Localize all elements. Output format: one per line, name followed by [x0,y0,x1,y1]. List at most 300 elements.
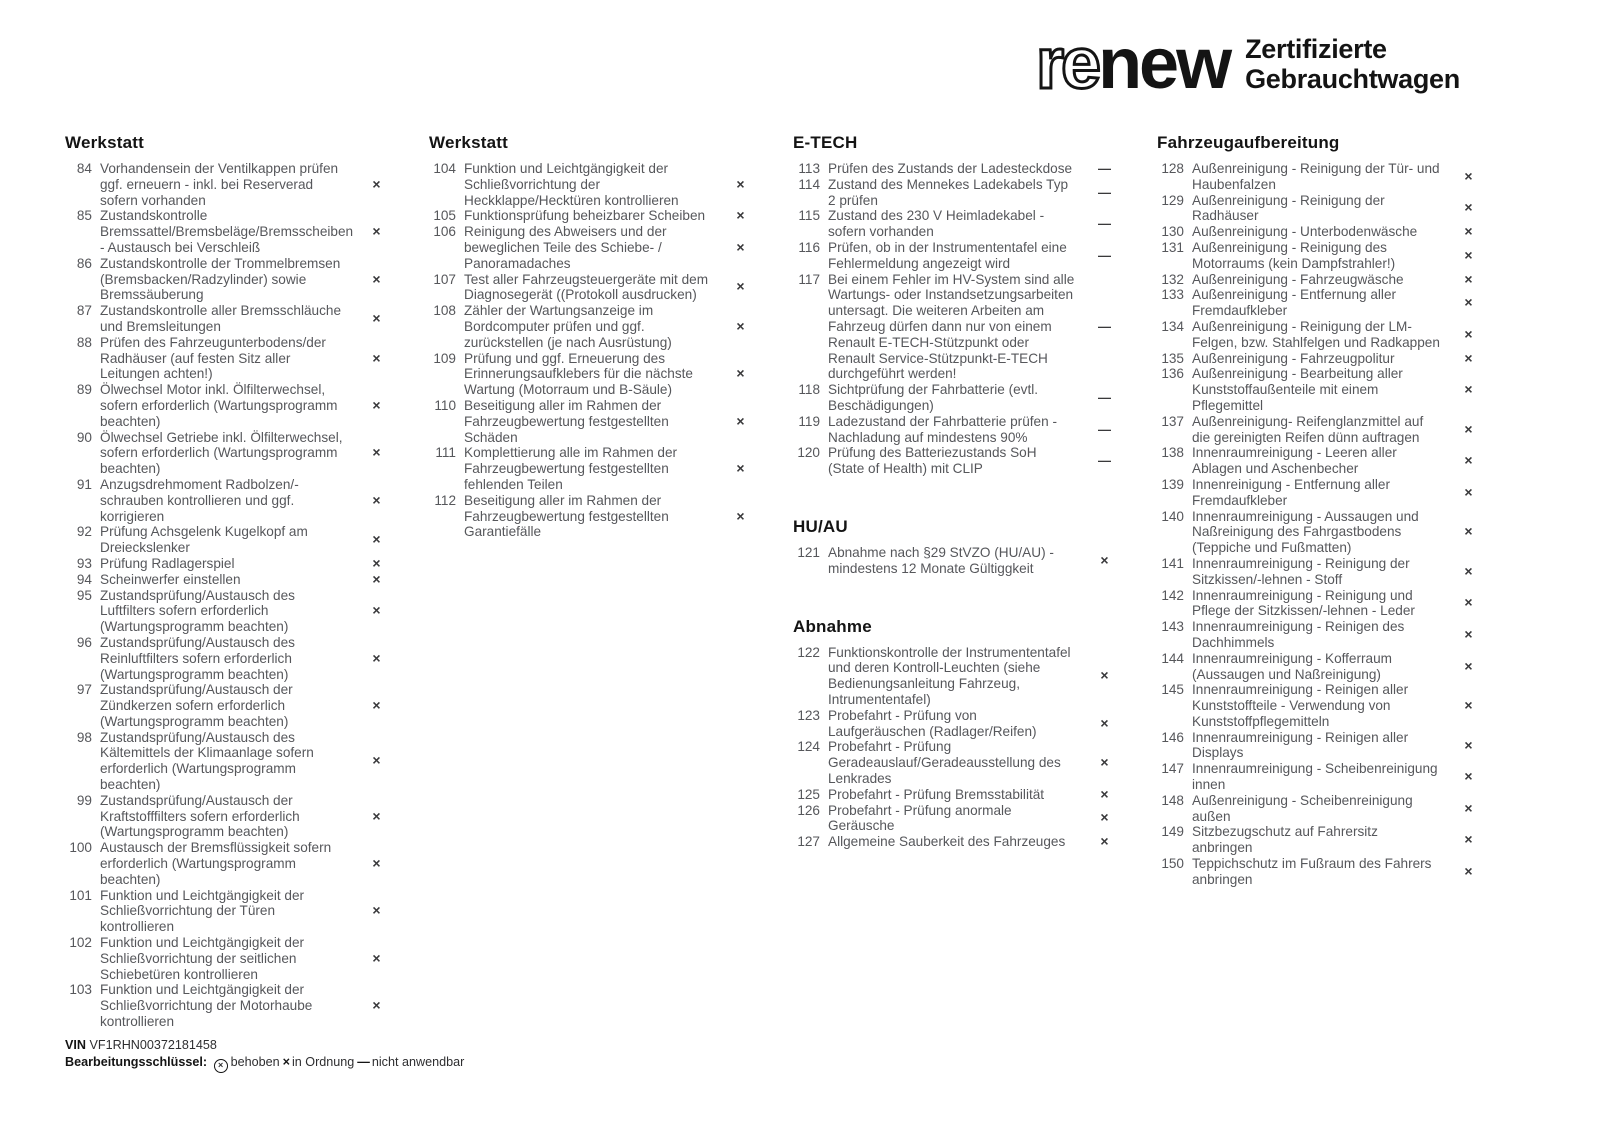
tagline-line1: Zertifizierte [1245,33,1387,64]
item-text: Bei einem Fehler im HV-System sind alle Wartungs- oder Instandsetzungsarbeiten untersagt. Die weiteren Arbeiten am Fahrzeug dürfen dann nur von einem Renault E-TECH-Stützpunkt oder Renault Service-Stützpunkt-E-TECH durchgeführt werden! [828,271,1075,382]
legend-label: Bearbeitungsschlüssel: [65,1055,208,1069]
item-number: 121 [797,544,820,560]
renew-logo [1036,24,1460,104]
mark-x: × [372,444,381,461]
item-number: 149 [1161,824,1184,840]
item-number: 131 [1161,239,1184,255]
legend-symbol-nicht-anwendbar: — [357,1055,370,1069]
item-number: 141 [1161,555,1184,571]
section-title: Werkstatt [65,133,144,152]
checklist-item [429,272,769,304]
item-text: Zustandsprüfung/Austausch der Kraftstofffilters sofern erforderlich (Wartungsprogramm beachten) [100,792,300,840]
legend-text-behoben: behoben [230,1055,280,1069]
item-text: Funktionsprüfung beheizbarer Scheiben [464,208,706,224]
checklist-item [793,177,1133,209]
item-number: 147 [1161,761,1184,777]
mark-x: × [1464,294,1473,311]
item-text: Zustandsprüfung/Austausch des Kältemittels der Klimaanlage sofern erforderlich (Wartungsprogramm beachten) [100,729,314,793]
item-number: 118 [798,382,820,398]
checklist-item [429,208,769,224]
item-text: Prüfung Radlagerspiel [100,555,235,571]
checklist-item [65,556,405,572]
checklist-item [1157,477,1497,509]
item-text: Funktion und Leichtgängigkeit der Schließvorrichtung der Türen kontrollieren [100,887,305,935]
checklist-item [1157,761,1497,793]
checklist-item [793,545,1133,577]
checklist-item [1157,161,1497,193]
item-text: Sitzbezugschutz auf Fahrersitz anbringen [1192,824,1378,856]
section-title: Fahrzeugaufbereitung [1157,133,1340,152]
checklist-item [65,430,405,477]
mark-x: × [1464,381,1473,398]
item-number: 143 [1161,619,1184,635]
checklist-item [1157,824,1497,856]
footer [65,1037,465,1073]
checklist-item [793,208,1133,240]
mark-dash: — [1098,216,1111,232]
item-text: Ladezustand der Fahrbatterie prüfen - Nachladung auf mindestens 90% [828,413,1057,445]
mark-dash: — [1098,184,1111,200]
checklist-item [429,161,769,208]
item-text: Innenraumreinigung - Reinigen aller Displays [1192,729,1409,761]
vin-value: VF1RHN00372181458 [89,1038,217,1052]
checklist-item [1157,287,1497,319]
item-number: 126 [797,802,820,818]
checklist-item [65,682,405,729]
checklist-item [65,477,405,524]
checklist-item [793,803,1133,835]
item-number: 105 [433,208,456,224]
checklist-item [65,635,405,682]
item-number: 122 [797,644,820,660]
mark-x: × [1100,754,1109,771]
section-title: E-TECH [793,133,858,152]
legend-symbol-in-ordnung: × [282,1055,290,1069]
checklist-item [793,382,1133,414]
checklist-item [1157,682,1497,729]
column-2 [429,133,769,540]
item-number: 102 [69,935,92,951]
mark-x: × [736,412,745,429]
item-number: 86 [76,255,92,271]
checklist-item [1157,319,1497,351]
column-3 [793,133,1133,850]
checklist-item [1157,509,1497,556]
item-text: Innenraumreinigung - Kofferraum (Aussaugen und Naßreinigung) [1192,650,1392,682]
checklist-item [65,588,405,635]
checklist-item [1157,366,1497,413]
item-text: Zustand des 230 V Heimladekabel - sofern vorhanden [828,208,1045,240]
mark-x: × [1464,199,1473,216]
item-number: 103 [69,982,92,998]
checklist-item [1157,588,1497,620]
checklist-item [429,398,769,445]
item-text: Außenreinigung - Fahrzeugpolitur [1192,350,1395,366]
item-text: Funktion und Leichtgängigkeit der Schließvorrichtung der Heckklappe/Hecktüren kontrollieren [464,161,679,208]
checklist-item [1157,240,1497,272]
section-title: HU/AU [793,516,848,536]
item-number: 142 [1161,587,1184,603]
legend-behoben [211,1055,280,1069]
item-number: 96 [76,634,92,650]
item-text: Funktionskontrolle der Instrumententafel und deren Kontroll-Leuchten (siehe Bedienungsanleitung Fahrzeug, Intrumententafel) [828,644,1071,707]
vin-line [65,1037,465,1054]
item-number: 106 [433,224,456,240]
item-text: Prüfen, ob in der Instrumententafel eine Fehlermeldung angezeigt wird [828,239,1067,271]
item-number: 89 [76,382,92,398]
item-number: 107 [433,271,456,287]
section-title: Werkstatt [429,133,508,152]
item-text: Außenreinigung - Unterbodenwäsche [1192,224,1418,240]
checklist-item [65,335,405,382]
item-number: 97 [76,682,92,698]
item-number: 95 [76,587,92,603]
checklist-item [1157,351,1497,367]
legend-nicht-anwendbar [355,1055,464,1069]
item-text: Außenreinigung - Reinigung des Motorraums (kein Dampfstrahler!) [1192,239,1396,271]
mark-x: × [1464,562,1473,579]
checklist-item [65,256,405,303]
mark-x: × [1464,325,1473,342]
mark-dash: — [1098,247,1111,263]
item-number: 125 [797,786,820,802]
item-number: 120 [797,445,820,461]
mark-x: × [1100,785,1109,802]
item-number: 144 [1161,650,1184,666]
checklist-item [429,445,769,492]
checklist-item [1157,272,1497,288]
mark-x: × [372,491,381,508]
item-text: Außenreinigung- Reifenglanzmittel auf die gereinigten Reifen dünn auftragen [1192,413,1424,445]
logo-new-solid: new [1098,24,1230,104]
checklist-item [65,793,405,840]
checklist-item [65,303,405,335]
checklist-item [1157,414,1497,446]
mark-x: × [372,349,381,366]
section-title: Abnahme [793,616,872,636]
mark-x: × [736,207,745,224]
item-text: Reinigung des Abweisers und der beweglichen Teile des Schiebe- / Panoramadaches [464,224,667,271]
item-text: Innenraumreinigung - Reinigen des Dachhimmels [1192,619,1405,650]
item-number: 91 [76,476,92,492]
mark-x: × [736,238,745,255]
item-text: Innenraumreinigung - Reinigen aller Kunststoffteile - Verwendung von Kunststoffpflegemitteln [1192,682,1409,729]
item-number: 150 [1161,856,1184,872]
mark-x: × [1464,452,1473,469]
mark-x: × [1464,736,1473,753]
item-number: 128 [1161,161,1184,176]
item-text: Zustandskontrolle aller Bremsschläuche und Bremsleitungen [100,303,342,334]
item-number: 98 [76,729,92,745]
item-text: Ölwechsel Getriebe inkl. Ölfilterwechsel, sofern erforderlich (Wartungsprogramm beachten) [100,429,343,477]
mark-x: × [372,855,381,872]
checklist-item [65,730,405,793]
item-text: Prüfung des Batteriezustands SoH (State of Health) mit CLIP [828,445,1037,477]
item-number: 112 [434,492,456,508]
mark-x: × [1464,799,1473,816]
item-number: 130 [1161,224,1184,240]
checklist-item [1157,856,1497,888]
item-number: 87 [76,303,92,319]
checklist-item [65,840,405,887]
item-number: 92 [76,524,92,540]
item-text: Prüfen des Zustands der Ladesteckdose [828,161,1073,176]
item-number: 146 [1161,729,1184,745]
mark-x: × [1464,270,1473,287]
section-e-tech [793,133,1133,477]
checklist-item [793,161,1133,177]
item-text: Zustandsprüfung/Austausch der Zündkerzen sofern erforderlich (Wartungsprogramm beachten) [100,682,293,729]
checklist-item [1157,193,1497,225]
mark-x: × [372,602,381,619]
legend-symbol-behoben: × [214,1059,228,1073]
item-number: 117 [798,271,820,287]
item-text: Funktion und Leichtgängigkeit der Schließvorrichtung der Motorhaube kontrollieren [100,982,313,1030]
item-text: Innenraumreinigung - Leeren aller Ablagen und Aschenbecher [1192,445,1397,477]
mark-x: × [372,949,381,966]
item-number: 114 [798,176,820,192]
item-text: Beseitigung aller im Rahmen der Fahrzeugbewertung festgestellten Garantiefälle [464,492,669,540]
mark-dash: — [1098,421,1111,437]
checklist-item [65,524,405,556]
item-text: Außenreinigung - Entfernung aller Fremdaufkleber [1192,287,1397,319]
item-text: Zustandskontrolle der Trommelbremsen (Bremsbacken/Radzylinder) sowie Bremssäuberung [100,255,341,303]
mark-x: × [1100,809,1109,826]
mark-x: × [1100,714,1109,731]
item-number: 145 [1161,682,1184,698]
mark-x: × [1464,349,1473,366]
mark-x: × [1464,657,1473,674]
item-text: Innenraumreinigung - Reinigung der Sitzkissen/-lehnen - Stoff [1192,555,1410,587]
checklist-item [1157,224,1497,240]
logo-tagline [1245,34,1460,94]
item-text: Zustand des Mennekes Ladekabels Typ 2 prüfen [828,176,1069,208]
item-text: Prüfung und ggf. Erneuerung des Erinnerungsaufklebers für die nächste Wartung (Motorraum und B-Säule) [464,350,693,398]
legend [211,1055,466,1069]
mark-x: × [1464,626,1473,642]
section-fahrzeugaufbereitung [1157,133,1497,888]
item-number: 104 [433,161,456,176]
item-number: 85 [76,208,92,224]
checklist-item [65,382,405,429]
item-number: 94 [76,571,92,587]
item-text: Außenreinigung - Bearbeitung aller Kunststoffaußenteile mit einem Pflegemittel [1192,366,1403,413]
checklist-item [1157,730,1497,762]
mark-x: × [372,752,381,769]
mark-x: × [1464,831,1473,848]
legend-text-in-ordnung: in Ordnung [291,1055,355,1069]
mark-x: × [372,396,381,413]
checklist-item [429,303,769,350]
item-number: 108 [433,303,456,319]
column-1 [65,133,405,1030]
item-text: Probefahrt - Prüfung Geradeauslauf/Geradeausstellung des Lenkrades [828,739,1061,786]
item-number: 113 [798,161,820,176]
checklist-item [1157,619,1497,651]
mark-x: × [1100,833,1109,850]
item-number: 88 [76,334,92,350]
item-number: 111 [435,445,456,461]
mark-x: × [372,570,381,587]
checklist-item [429,351,769,398]
item-text: Zustandsprüfung/Austausch des Luftfilters sofern erforderlich (Wartungsprogramm beachten) [100,587,295,635]
item-text: Außenreinigung - Fahrzeugwäsche [1192,271,1404,287]
item-text: Vorhandensein der Ventilkappen prüfen ggf. erneuern - inkl. bei Reserverad sofern vorhanden [100,161,339,208]
item-text: Zähler der Wartungsanzeige im Bordcomputer prüfen und ggf. zurückstellen (je nach Ausrüstung) [464,303,672,350]
mark-x: × [372,531,381,548]
item-text: Funktion und Leichtgängigkeit der Schließvorrichtung der seitlichen Schiebetüren kontrollieren [100,935,305,982]
mark-x: × [372,554,381,571]
item-number: 133 [1161,287,1184,303]
checklist-item [65,888,405,935]
item-text: Außenreinigung - Reinigung der Radhäuser [1192,192,1385,224]
item-number: 115 [798,208,820,224]
mark-x: × [1464,420,1473,437]
item-text: Probefahrt - Prüfung Bremsstabilität [828,786,1045,802]
item-text: Prüfung Achsgelenk Kugelkopf am Dreieckslenker [100,524,308,556]
mark-x: × [372,175,381,192]
checklist-item [1157,445,1497,477]
mark-dash: — [1098,161,1111,176]
item-number: 124 [797,739,820,755]
mark-x: × [736,460,745,477]
tagline-line2: Gebrauchtwagen [1245,64,1460,94]
checklist-item [793,414,1133,446]
mark-x: × [1464,862,1473,879]
checklist-item [65,208,405,255]
checklist-item [429,224,769,271]
checklist-item [793,834,1133,850]
mark-x: × [1464,697,1473,714]
mark-x: × [1100,667,1109,684]
checklist-item [1157,556,1497,588]
item-number: 116 [798,239,820,255]
mark-x: × [736,317,745,334]
item-number: 100 [69,840,92,856]
item-text: Außenreinigung - Reinigung der LM-Felgen, bzw. Stahlfelgen und Radkappen [1192,318,1440,350]
item-text: Anzugsdrehmoment Radbolzen/-schrauben kontrollieren und ggf. korrigieren [100,476,299,524]
logo-wordmark [1036,24,1230,104]
item-number: 99 [76,792,92,808]
legend-text-nicht-anwendbar: nicht anwendbar [371,1055,465,1069]
item-number: 110 [434,397,456,413]
section-hu-au [793,517,1133,577]
item-number: 134 [1161,318,1184,334]
vin-label: VIN [65,1038,86,1052]
logo-re-outline: re [1036,24,1099,104]
checklist-item [793,445,1133,477]
item-text: Zustandskontrolle Bremssattel/Bremsbeläge/Bremsscheiben - Austausch bei Verschleiß [100,208,354,255]
mark-dash: — [1098,453,1111,469]
item-text: Außenreinigung - Scheibenreinigung außen [1192,792,1413,824]
checklist-item [793,739,1133,786]
item-text: Test aller Fahrzeugsteuergeräte mit dem Diagnosegerät ((Protokoll ausdrucken) [464,271,709,303]
checklist-item [65,572,405,588]
checklist-item [793,645,1133,708]
item-number: 101 [69,887,92,903]
mark-x: × [372,310,381,327]
checklist-item [65,161,405,208]
item-text: Innenreinigung - Entfernung aller Fremdaufkleber [1192,476,1390,508]
mark-x: × [372,649,381,666]
checklist-item [793,708,1133,740]
item-text: Ölwechsel Motor inkl. Ölfilterwechsel, sofern erforderlich (Wartungsprogramm beachten) [100,382,338,429]
item-number: 93 [76,555,92,571]
mark-dash: — [1098,318,1111,334]
item-number: 140 [1161,508,1184,524]
checklist-item [1157,793,1497,825]
checklist-item [793,240,1133,272]
legend-in-ordnung [281,1055,355,1069]
mark-x: × [736,507,745,524]
item-number: 90 [76,429,92,445]
mark-x: × [1464,223,1473,240]
mark-x: × [1464,483,1473,500]
mark-x: × [1464,167,1473,184]
item-number: 135 [1161,350,1184,366]
column-4 [1157,133,1497,888]
mark-x: × [736,175,745,192]
item-number: 129 [1161,192,1184,208]
mark-x: × [736,365,745,382]
mark-x: × [1100,551,1109,568]
checklist-grid [65,133,1497,1030]
legend-line [65,1054,465,1073]
item-number: 109 [433,350,456,366]
item-text: Prüfen des Fahrzeugunterbodens/der Radhäuser (auf festen Sitz aller Leitungen achten!) [100,334,326,382]
checklist-item [65,935,405,982]
mark-x: × [372,697,381,714]
item-number: 123 [797,707,820,723]
mark-x: × [372,270,381,287]
item-number: 137 [1161,413,1184,429]
item-text: Zustandsprüfung/Austausch des Reinluftfilters sofern erforderlich (Wartungsprogramm beachten) [100,634,295,682]
mark-x: × [372,807,381,824]
item-text: Abnahme nach §29 StVZO (HU/AU) - mindestens 12 Monate Gültiggkeit [828,544,1054,576]
item-text: Teppichschutz im Fußraum des Fahrers anbringen [1192,856,1432,887]
mark-x: × [1464,594,1473,611]
item-text: Komplettierung alle im Rahmen der Fahrzeugbewertung festgestellten fehlenden Teilen [464,445,678,492]
checklist-item [65,982,405,1029]
section-werkstatt [429,133,769,540]
mark-x: × [1464,523,1473,540]
item-text: Innenraumreinigung - Aussaugen und Naßreinigung des Fahrgastbodens (Teppiche und Fußmatten) [1192,508,1419,556]
section-werkstatt [65,133,405,1030]
checklist-item [793,272,1133,383]
item-number: 84 [76,161,92,176]
checklist-item [793,787,1133,803]
section-abnahme [793,617,1133,850]
item-number: 132 [1161,271,1184,287]
item-text: Austausch der Bremsflüssigkeit sofern erforderlich (Wartungsprogramm beachten) [100,840,332,887]
item-text: Scheinwerfer einstellen [100,571,241,587]
item-text: Innenraumreinigung - Reinigung und Pflege der Sitzkissen/-lehnen - Leder [1192,587,1415,619]
item-text: Probefahrt - Prüfung von Laufgeräuschen (Radlager/Reifen) [828,707,1037,739]
item-text: Außenreinigung - Reinigung der Tür- und Haubenfalzen [1192,161,1440,192]
mark-x: × [372,223,381,240]
mark-x: × [372,902,381,919]
mark-x: × [736,278,745,295]
item-number: 127 [797,834,820,850]
item-text: Allgemeine Sauberkeit des Fahrzeuges [828,834,1066,850]
mark-x: × [1464,768,1473,785]
checklist-item [429,493,769,540]
checklist-item [1157,651,1497,683]
item-text: Probefahrt - Prüfung anormale Geräusche [828,802,1012,834]
item-text: Innenraumreinigung - Scheibenreinigung innen [1192,761,1438,793]
mark-x: × [372,997,381,1014]
mark-dash: — [1098,390,1111,406]
